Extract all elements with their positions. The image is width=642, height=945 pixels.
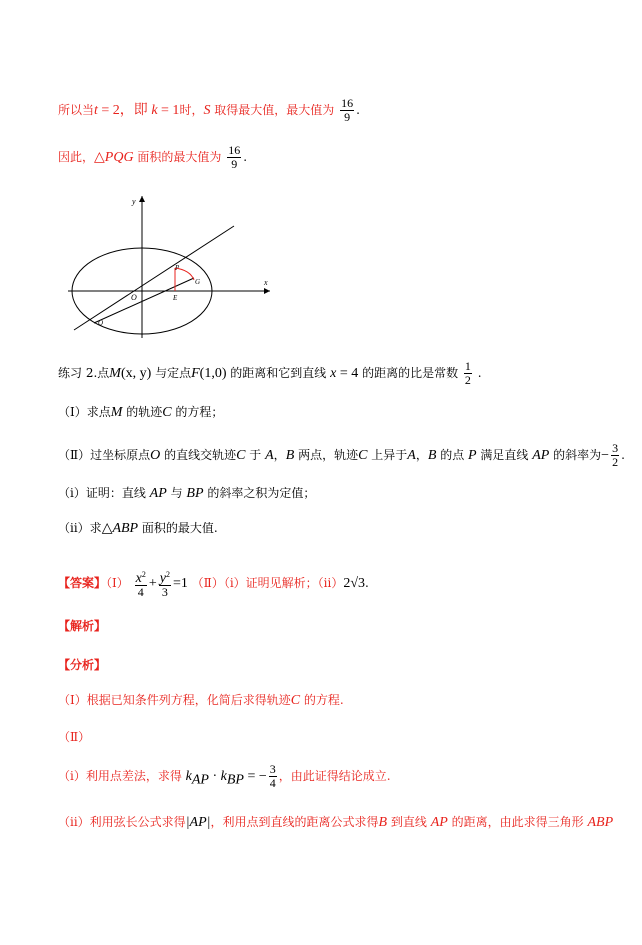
line-through-origin [74, 226, 234, 330]
label-P: P [175, 264, 180, 272]
conclusion-line-1: 所以当t = 2，即 k = 1时，S 取得最大值，最大值为 $\frac{16}{9}$ . [58, 96, 360, 124]
fraction: $\frac{3}{4}$ [269, 762, 276, 790]
conclusion-line-2: 因此，△PQG 面积的最大值为 $\frac{16}{9}$ . [58, 143, 248, 171]
label-G: G [195, 278, 201, 286]
fraction-x: $\frac{x^2}{4}$ [135, 570, 146, 599]
label-O: O [131, 293, 137, 302]
question-2-ii: （ⅱ）求△ABP 面积的最大值. [58, 521, 218, 536]
label-Q: Q [98, 319, 104, 327]
fraction: $\frac{3}{2}$ [612, 441, 619, 469]
label-E: E [173, 294, 178, 302]
label-x: x [264, 278, 268, 287]
analysis-3: （ⅰ）利用点差法，求得 $k_{AP} \cdot k_{BP}$ = − $\frac{3}{4}$ ，由此证得结论成立. [58, 762, 391, 790]
analysis-2: （Ⅱ） [58, 730, 91, 744]
analysis-4: （ⅱ）利用弦长公式求得|AP|，利用点到直线的距离公式求得B 到直线 AP 的距离，由此求得三角形 ABP [58, 815, 614, 830]
fraction: $\frac{16}{9}$ [341, 96, 354, 124]
question-2: （Ⅱ）过坐标原点O 的直线交轨迹C 于 A，B 两点，轨迹C 上异于A，B 的点 P 满足直线 AP 的斜率为− $\frac{3}{2}$ . [58, 441, 625, 469]
y-axis-arrow [139, 196, 145, 202]
fenxi-heading: 【分析】 [58, 658, 107, 672]
analysis-1: （Ⅰ）根据已知条件列方程，化简后求得轨迹C 的方程. [58, 693, 344, 708]
x-axis-arrow [264, 288, 270, 294]
question-1: （Ⅰ）求点M 的轨迹C 的方程； [58, 405, 224, 420]
label-y: y [132, 197, 136, 206]
fraction: $\frac{1}{2}$ [464, 359, 471, 387]
analysis-heading: 【解析】 [58, 619, 107, 633]
fraction: $\frac{16}{9}$ [228, 143, 241, 171]
exercise-2-statement: 练习 2.点M(x, y) 与定点F(1,0) 的距离和它到直线 x = 4 的距离的比是常数 $\frac{1}{2}$ . [58, 359, 482, 387]
ellipse-figure [62, 188, 282, 340]
answer-line: 【答案】（Ⅰ） $\frac{x^2}{4}$ + $\frac{y^2}{3}$ =1 （Ⅱ）（ⅰ）证明见解析；（ⅱ）2√3. [58, 570, 369, 599]
fraction-y: $\frac{y^2}{3}$ [159, 570, 170, 599]
question-2-i: （ⅰ）证明：直线 AP 与 BP 的斜率之积为定值； [58, 486, 316, 501]
